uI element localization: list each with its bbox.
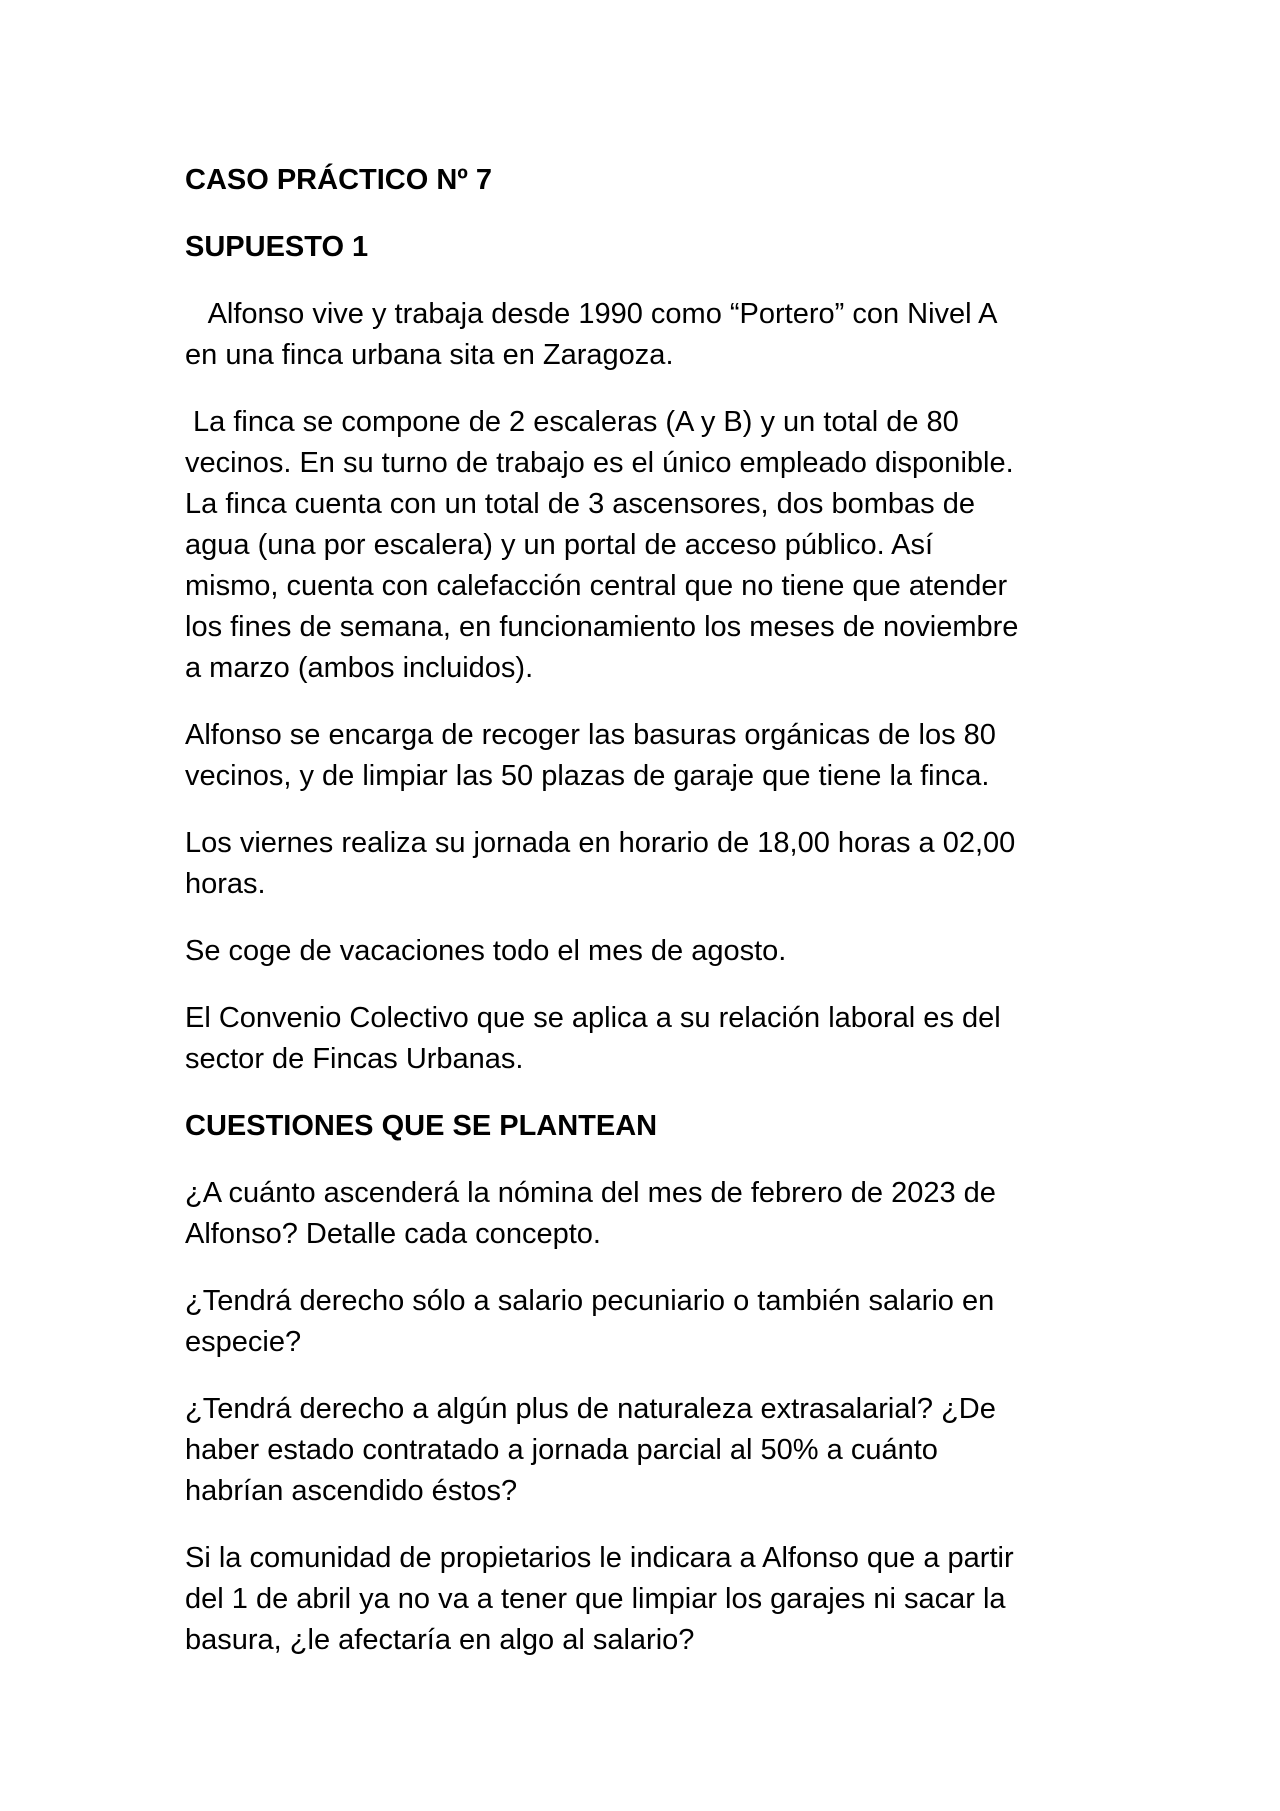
text-line: mismo, cuenta con calefacción central que no tiene que atender [185, 570, 1008, 602]
text-line: ¿Tendrá derecho sólo a salario pecuniario o también salario en [185, 1285, 995, 1317]
case-paragraph [185, 294, 1105, 376]
case-paragraph [185, 931, 1105, 972]
text-line: agua (una por escalera) y un portal de acceso público. Así [185, 529, 934, 561]
text-line: habrían ascendido éstos? [185, 1475, 518, 1507]
case-paragraph [185, 402, 1105, 689]
text-line: vecinos. En su turno de trabajo es el único empleado disponible. [185, 447, 1014, 479]
text-line: en una finca urbana sita en Zaragoza. [185, 339, 674, 371]
text-line: Se coge de vacaciones todo el mes de agosto. [185, 935, 787, 967]
question-item [185, 1281, 1105, 1363]
text-line: Si la comunidad de propietarios le indicara a Alfonso que a partir [185, 1542, 1014, 1574]
case-paragraph [185, 998, 1105, 1080]
document-subtitle: SUPUESTO 1 [185, 231, 369, 263]
text-line: los fines de semana, en funcionamiento los meses de noviembre [185, 611, 1019, 643]
text-line: La finca se compone de 2 escaleras (A y B) y un total de 80 [185, 406, 959, 438]
text-line: a marzo (ambos incluidos). [185, 652, 534, 684]
text-line: El Convenio Colectivo que se aplica a su relación laboral es del [185, 1002, 1001, 1034]
text-line: Alfonso vive y trabaja desde 1990 como “Portero” con Nivel A [185, 298, 998, 330]
questions-heading: CUESTIONES QUE SE PLANTEAN [185, 1110, 658, 1142]
case-paragraph [185, 823, 1105, 905]
text-line: vecinos, y de limpiar las 50 plazas de garaje que tiene la finca. [185, 760, 990, 792]
text-line: Los viernes realiza su jornada en horario de 18,00 horas a 02,00 [185, 827, 1016, 859]
text-line: sector de Fincas Urbanas. [185, 1043, 524, 1075]
document-title: CASO PRÁCTICO Nº 7 [185, 164, 493, 196]
case-description [185, 294, 1105, 1080]
text-line: haber estado contratado a jornada parcial al 50% a cuánto [185, 1434, 938, 1466]
text-line: basura, ¿le afectaría en algo al salario? [185, 1624, 695, 1656]
text-line: ¿A cuánto ascenderá la nómina del mes de febrero de 2023 de [185, 1177, 996, 1209]
text-line: horas. [185, 868, 266, 900]
text-line: ¿Tendrá derecho a algún plus de naturaleza extrasalarial? ¿De [185, 1393, 996, 1425]
text-line: Alfonso? Detalle cada concepto. [185, 1218, 601, 1250]
document-page [185, 160, 1105, 1687]
text-line: La finca cuenta con un total de 3 ascensores, dos bombas de [185, 488, 975, 520]
question-item [185, 1538, 1105, 1661]
text-line: especie? [185, 1326, 302, 1358]
text-line: Alfonso se encarga de recoger las basuras orgánicas de los 80 [185, 719, 996, 751]
questions-list [185, 1173, 1105, 1661]
text-line: del 1 de abril ya no va a tener que limpiar los garajes ni sacar la [185, 1583, 1006, 1615]
question-item [185, 1173, 1105, 1255]
case-paragraph [185, 715, 1105, 797]
question-item [185, 1389, 1105, 1512]
